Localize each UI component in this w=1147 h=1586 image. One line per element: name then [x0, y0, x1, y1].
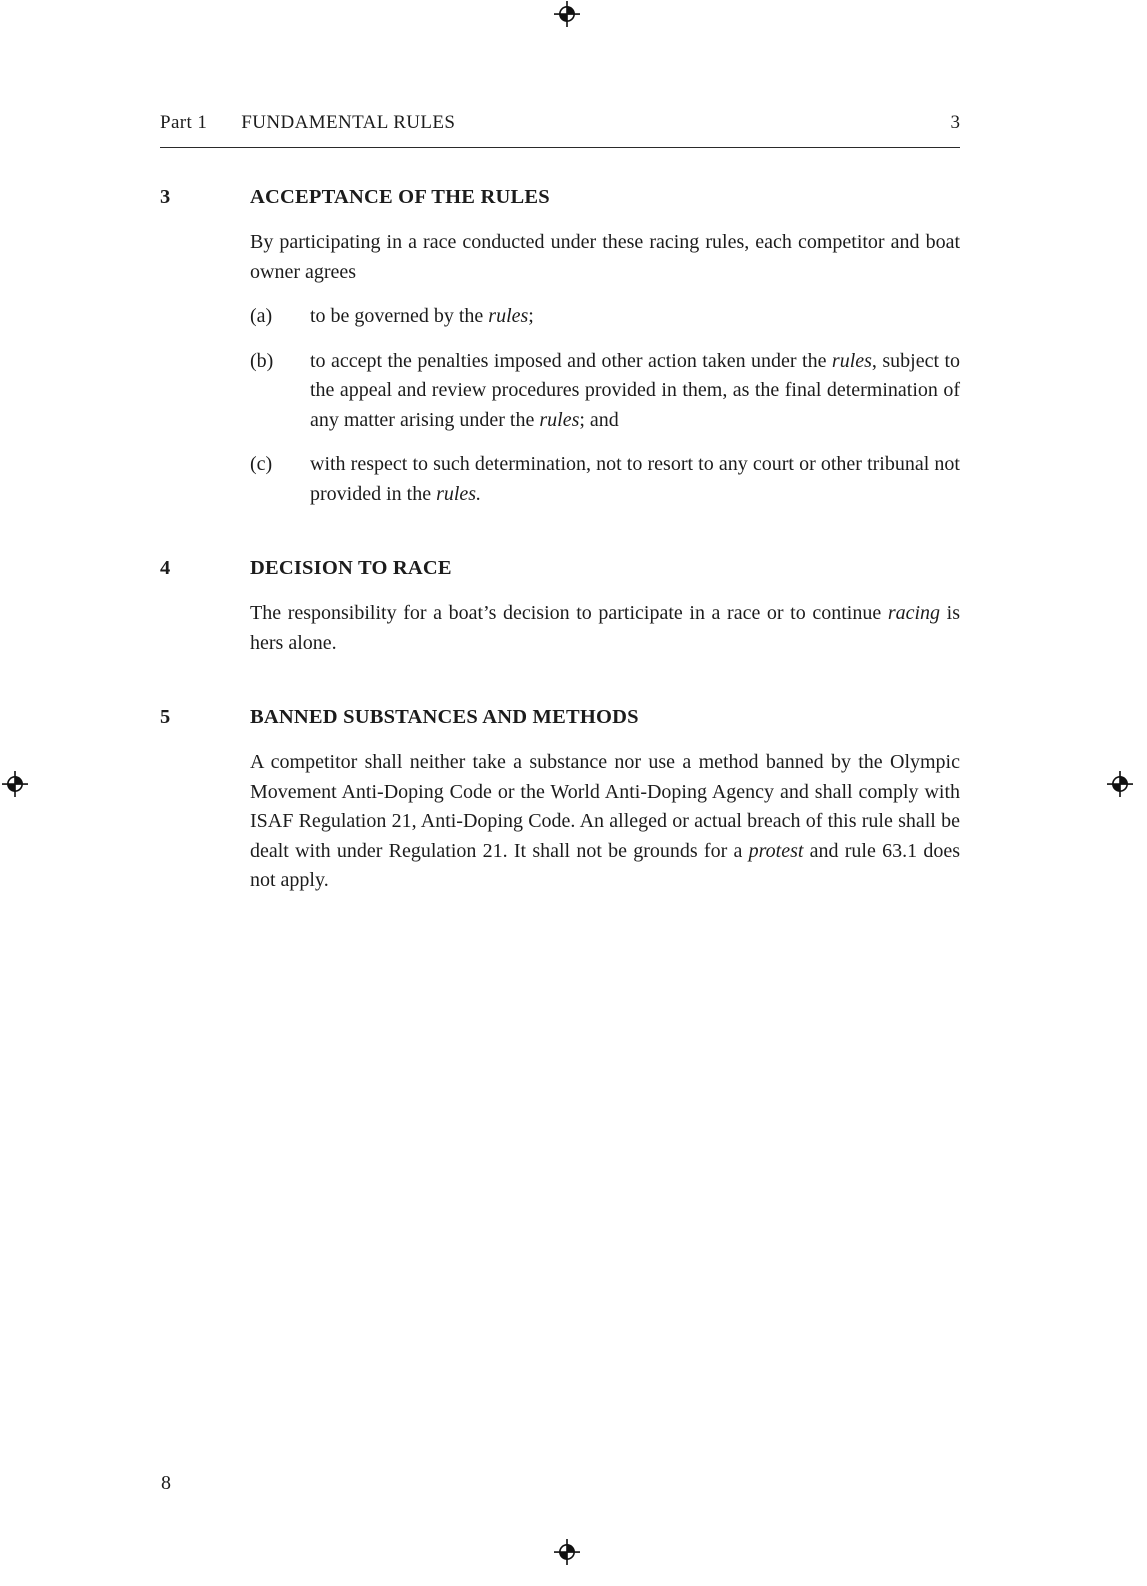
paragraph: [250, 228, 960, 287]
text-segment: The responsibility for a boat’s decision to participate in a race or to continue: [250, 602, 888, 624]
running-header: [160, 112, 960, 148]
section-number: 4: [160, 557, 171, 579]
header-title: FUNDAMENTAL RULES: [241, 112, 456, 133]
defined-term: racing: [887, 602, 941, 624]
registration-mark-icon: [554, 1, 580, 27]
list-item-label: (b): [250, 349, 274, 372]
rule-section: [160, 184, 960, 509]
text-segment: A competitor shall neither take a substance nor use a method banned by the Olympic Movement Anti-Doping Code or the World Anti-Doping Agency and shall comply with ISAF Regulation 21, Anti-Doping Code. An alleged or actual breach of this rule shall be dealt with under Regulation 21. It shall not be grounds for a: [250, 751, 960, 862]
list-item-text: [310, 302, 960, 332]
rule-section: [160, 555, 960, 658]
registration-mark-icon: [554, 1539, 580, 1565]
text-segment: to accept the penalties imposed and other action taken under the: [310, 349, 832, 372]
list-item-label: (c): [250, 453, 273, 475]
section-content: [250, 704, 960, 896]
list-item: [250, 347, 960, 436]
header-part-label: Part 1: [160, 112, 208, 133]
registration-mark-icon: [1107, 771, 1133, 797]
text-segment: with respect to such determination, not to resort to any court or other tribunal not provided in the: [310, 453, 960, 505]
section-body: [250, 228, 960, 509]
section-content: [250, 184, 960, 509]
text-segment: By participating in a race conducted under these racing rules, each competitor and boat owner agrees: [250, 231, 960, 283]
section-number: 3: [160, 186, 171, 208]
section-body: [250, 599, 960, 658]
text-segment: to be governed by the: [310, 305, 489, 327]
list-item: [250, 302, 960, 332]
text-segment: ; and: [579, 408, 619, 431]
text-segment: and rule 63.1 does not apply.: [250, 839, 960, 891]
list-item: [250, 450, 960, 509]
header-page-number: 3: [950, 112, 960, 133]
defined-term: rules: [831, 349, 872, 372]
footer-page-number: 8: [161, 1472, 171, 1494]
section-content: [250, 555, 960, 658]
text-segment: , subject to the appeal and review procedures provided in them, as the final determination of any matter arising under the: [310, 349, 960, 431]
paragraph: [250, 748, 960, 896]
text-segment: ;: [528, 305, 534, 327]
defined-term: rules: [539, 408, 580, 431]
defined-term: rules.: [436, 482, 482, 505]
defined-term: rules: [488, 305, 529, 327]
section-body: [250, 748, 960, 896]
sections: [160, 184, 960, 896]
section-heading: DECISION TO RACE: [250, 557, 452, 579]
list-item-text: [310, 347, 960, 436]
section-heading: ACCEPTANCE OF THE RULES: [250, 186, 550, 208]
list-item-label: (a): [250, 305, 273, 327]
page-content: [160, 112, 960, 896]
paragraph: [250, 599, 960, 658]
list-item-text: [310, 450, 960, 509]
defined-term: protest: [748, 839, 804, 862]
text-segment: is hers alone.: [250, 602, 960, 654]
section-number: 5: [160, 706, 171, 728]
registration-mark-icon: [2, 771, 28, 797]
rule-section: [160, 704, 960, 896]
section-heading: BANNED SUBSTANCES AND METHODS: [250, 706, 639, 728]
